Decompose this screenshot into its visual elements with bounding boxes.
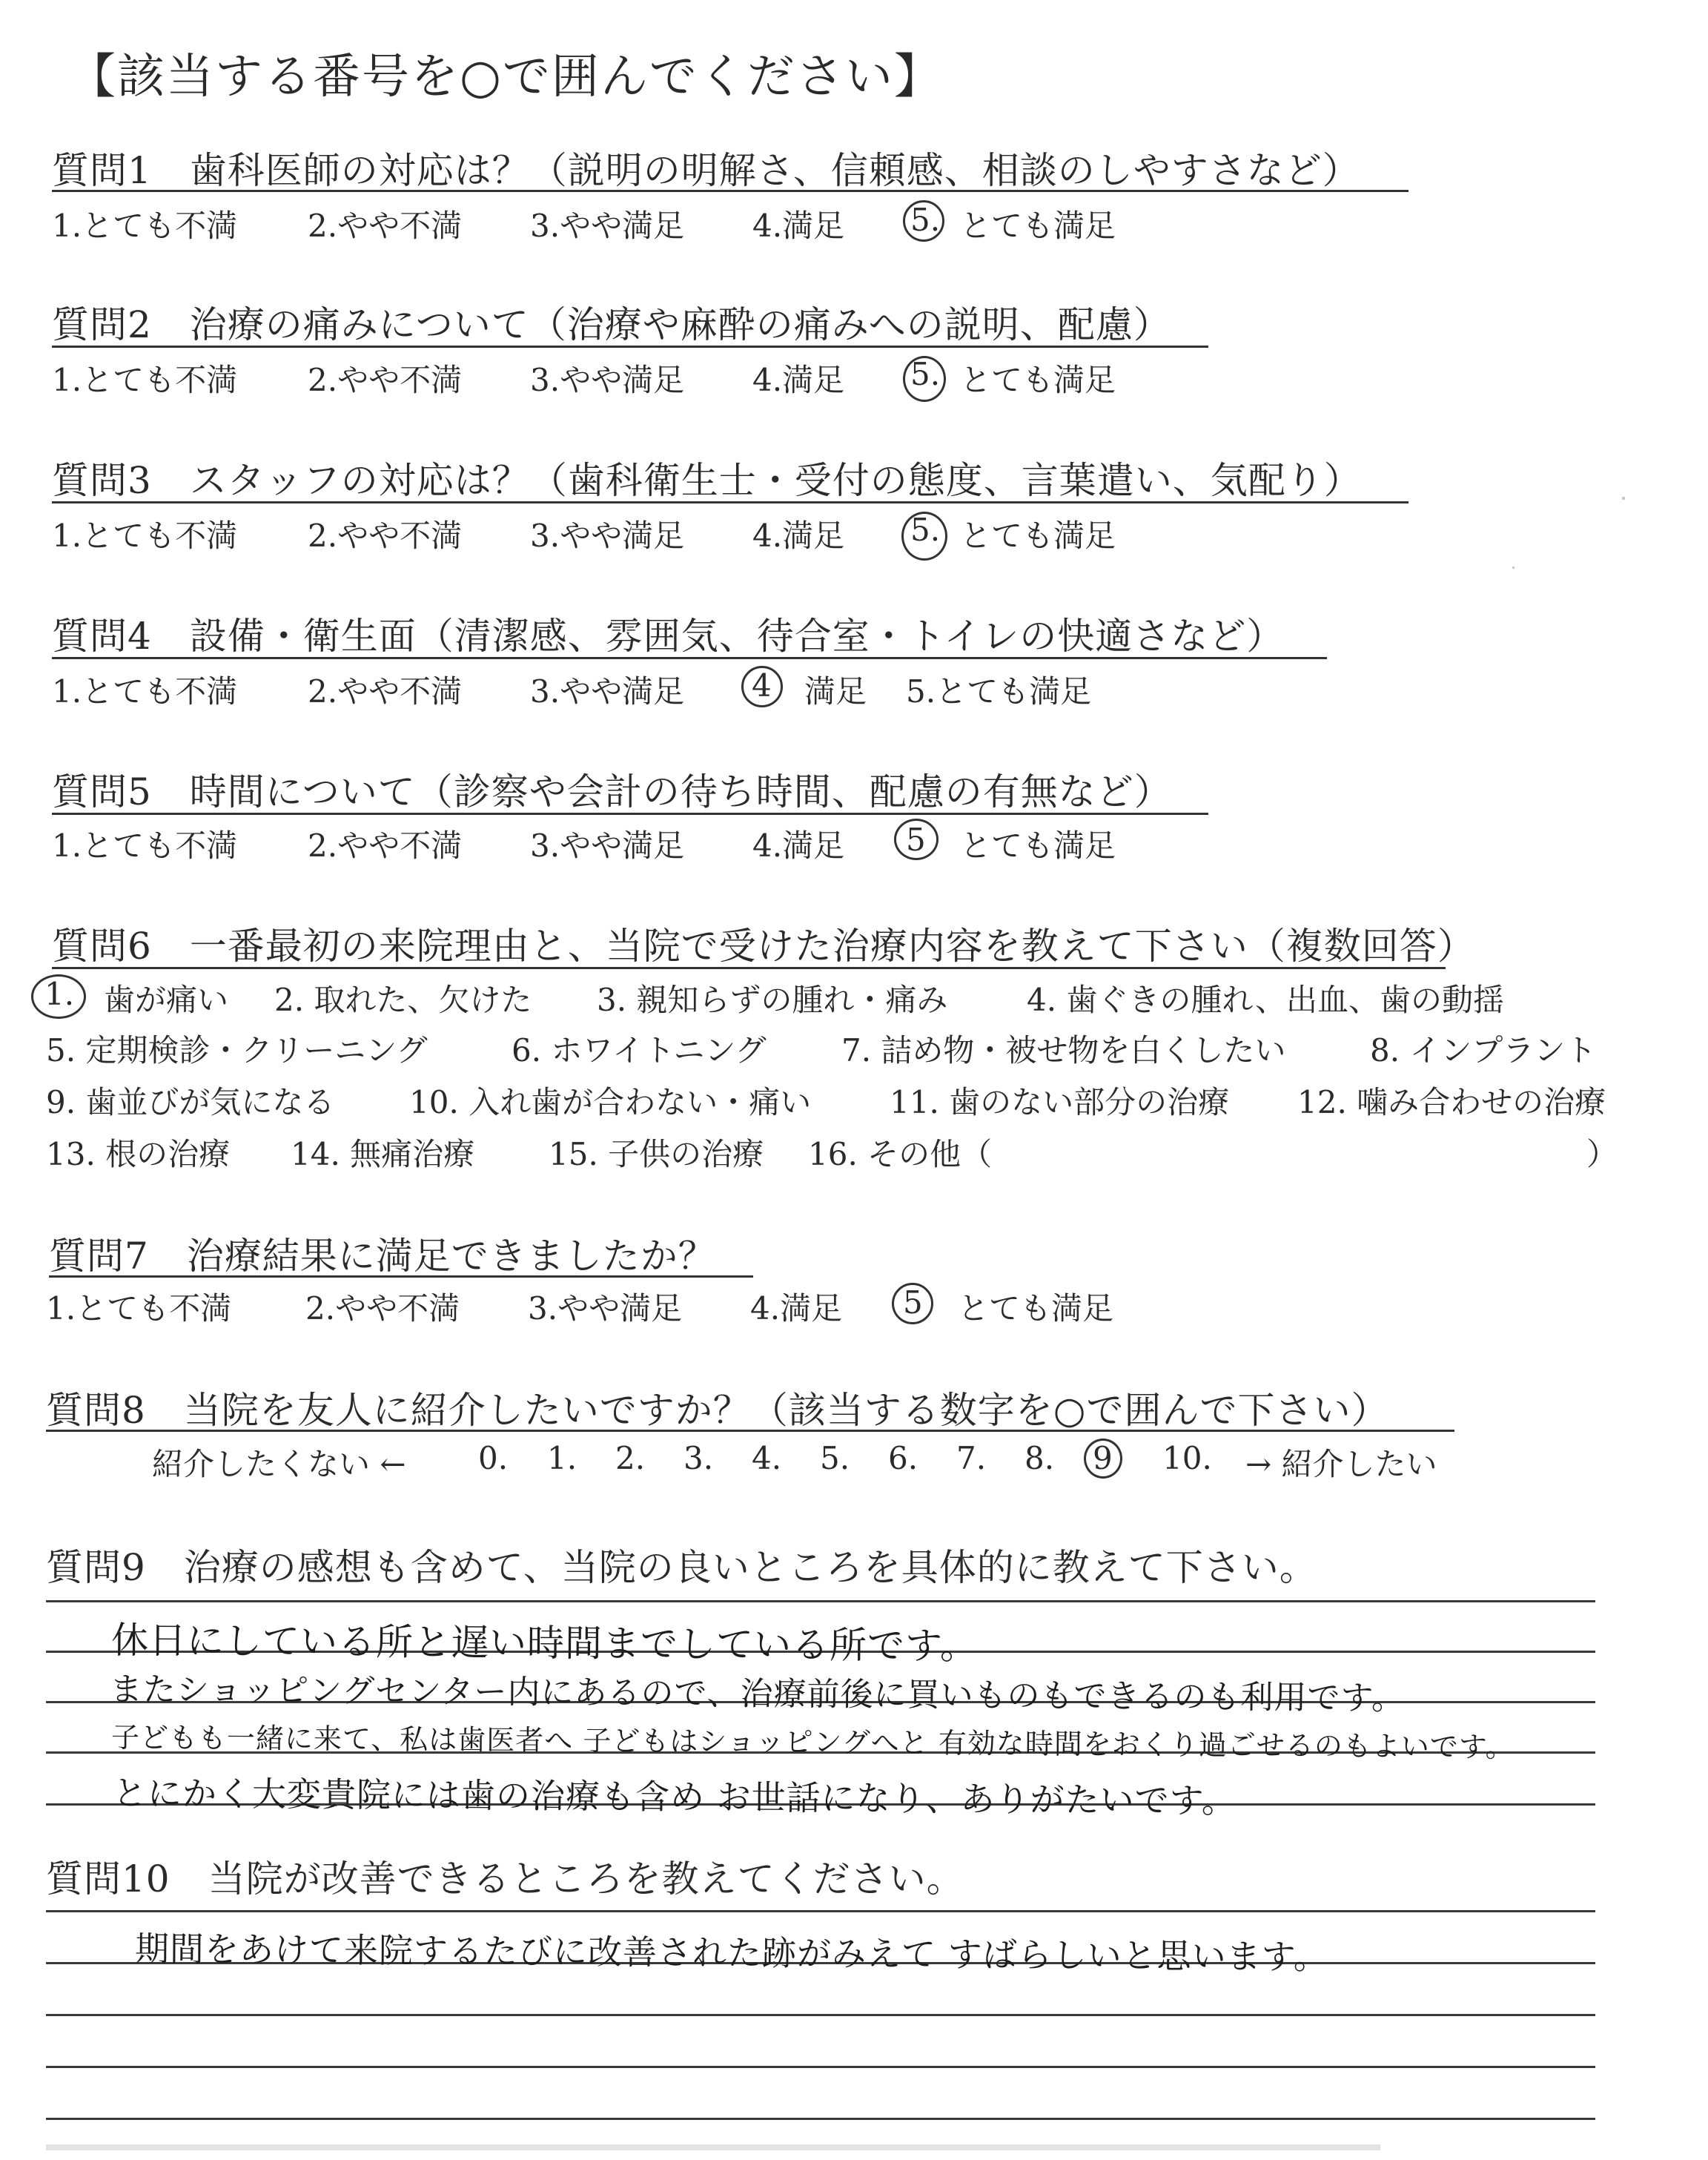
q8-scale-10[interactable]: 10. (1162, 1440, 1212, 1476)
q1-option-5-label: とても満足 (960, 208, 1116, 244)
q3-option-4[interactable]: 4.満足 (752, 518, 845, 554)
q8-selected-circle (1084, 1439, 1122, 1479)
q5-option-5-label: とても満足 (960, 828, 1116, 864)
q10-answer-rule-3 (46, 2066, 1595, 2068)
q4-option-5[interactable]: 5.とても満足 (906, 673, 1092, 710)
q5-rule (52, 813, 1208, 815)
q8-title: 質問8 当院を友人に紹介したいですか？（該当する数字を○で囲んで下さい） (46, 1389, 1389, 1432)
q10-answer-rule-2 (46, 2014, 1595, 2016)
q9-title: 質問9 治療の感想も含めて、当院の良いところを具体的に教えて下さい。 (46, 1546, 1317, 1589)
q6-option-10[interactable]: 10. 入れ歯が合わない・痛い (409, 1084, 812, 1120)
q1-selected-circle (903, 200, 944, 242)
q1-option-4[interactable]: 4.満足 (752, 208, 845, 244)
q6-option-9[interactable]: 9. 歯並びが気になる (46, 1084, 335, 1120)
page-header: 【該当する番号を○で囲んでください】 (68, 50, 943, 105)
q2-option-4[interactable]: 4.満足 (752, 362, 845, 398)
q4-option-1[interactable]: 1.とても不満 (52, 673, 238, 710)
q3-option-5-label: とても満足 (960, 518, 1116, 554)
q9-answer-line-2: またショッピングセンター内にあるので、治療前後に買いものもできるのも利用です。 (109, 1671, 1406, 1718)
q1-title: 質問1 歯科医師の対応は？（説明の明解さ、信頼感、相談のしやすさなど） (52, 149, 1360, 192)
q6-option-11[interactable]: 11. 歯のない部分の治療 (890, 1084, 1230, 1120)
q8-left-label: 紹介したくない ← (152, 1446, 406, 1482)
q4-option-2[interactable]: 2.やや不満 (308, 673, 463, 710)
q6-option-8[interactable]: 8. インプラント (1370, 1032, 1597, 1069)
q10-answer-rule-4 (46, 2118, 1595, 2120)
q7-option-3[interactable]: 3.やや満足 (528, 1290, 683, 1327)
q5-option-2[interactable]: 2.やや不満 (308, 828, 463, 864)
q2-option-1[interactable]: 1.とても不満 (52, 362, 238, 398)
q5-title: 質問5 時間について（診察や会計の待ち時間、配慮の有無など） (52, 770, 1172, 813)
q4-rule (52, 657, 1327, 659)
q9-answer-line-3: 子どもも一緒に来て、私は歯医者へ 子どもはショッピングへと 有効な時間をおくり過ごせるのもよいです。 (110, 1721, 1515, 1764)
q4-selected-circle (741, 666, 783, 707)
q4-option-4-label: 満足 (804, 673, 867, 710)
q6-option-5[interactable]: 5. 定期検診・クリーニング (46, 1032, 428, 1069)
q1-option-1[interactable]: 1.とても不満 (52, 208, 238, 244)
q2-selected-circle (903, 356, 946, 402)
q9-answer-rule-0 (46, 1600, 1595, 1602)
q1-option-3[interactable]: 3.やや満足 (530, 208, 685, 244)
q3-rule (52, 501, 1409, 503)
q6-selected-circle (31, 974, 86, 1019)
q5-option-5[interactable]: 5 (906, 822, 926, 858)
q6-option-6[interactable]: 6. ホワイトニング (512, 1032, 767, 1069)
q8-rule (46, 1430, 1454, 1432)
q2-option-5[interactable]: 5. (910, 356, 941, 392)
q6-other-close-paren: ） (1586, 1136, 1618, 1172)
q3-option-2[interactable]: 2.やや不満 (308, 518, 463, 554)
q8-scale-2[interactable]: 2. (615, 1440, 646, 1476)
q3-title: 質問3 スタッフの対応は？（歯科衛生士・受付の態度、言葉遣い、気配り） (52, 459, 1362, 502)
q7-option-2[interactable]: 2.やや不満 (305, 1290, 460, 1327)
q7-option-5[interactable]: 5 (903, 1284, 923, 1321)
cut-off-footer-text (46, 2144, 1380, 2150)
q8-scale-6[interactable]: 6. (888, 1440, 918, 1476)
q1-option-5[interactable]: 5. (910, 202, 941, 238)
q10-answer-line-1: 期間をあけて来院するたびに改善された跡がみえて すばらしいと思います。 (134, 1929, 1329, 1978)
q3-option-3[interactable]: 3.やや満足 (530, 518, 685, 554)
q9-answer-line-4: とにかく大変貴院には歯の治療も含め お世話になり、ありがたいです。 (112, 1773, 1237, 1821)
q8-scale-7[interactable]: 7. (956, 1440, 987, 1476)
scan-speck (1622, 497, 1625, 500)
q8-scale-9[interactable]: 9 (1093, 1440, 1113, 1476)
q6-option-4[interactable]: 4. 歯ぐきの腫れ、出血、歯の動揺 (1027, 982, 1504, 1018)
q2-option-3[interactable]: 3.やや満足 (530, 362, 685, 398)
q8-scale-1[interactable]: 1. (547, 1440, 577, 1476)
q7-option-4[interactable]: 4.満足 (750, 1290, 843, 1327)
q4-option-3[interactable]: 3.やや満足 (530, 673, 685, 710)
q6-title: 質問6 一番最初の来院理由と、当院で受けた治療内容を教えて下さい（複数回答） (52, 925, 1475, 968)
q10-title: 質問10 当院が改善できるところを教えてください。 (46, 1857, 964, 1900)
q3-selected-circle (901, 512, 947, 561)
q8-scale-3[interactable]: 3. (683, 1440, 714, 1476)
q6-option-13[interactable]: 13. 根の治療 (46, 1136, 231, 1172)
q8-scale-0[interactable]: 0. (478, 1440, 509, 1476)
q4-title: 質問4 設備・衛生面（清潔感、雰囲気、待合室・トイレの快適さなど） (52, 615, 1285, 658)
q7-title: 質問7 治療結果に満足できましたか？ (49, 1235, 716, 1278)
q7-option-1[interactable]: 1.とても不満 (46, 1290, 232, 1327)
q8-right-label: → 紹介したい (1245, 1446, 1437, 1482)
q2-title: 質問2 治療の痛みについて（治療や麻酔の痛みへの説明、配慮） (52, 303, 1171, 346)
q5-option-3[interactable]: 3.やや満足 (530, 828, 685, 864)
q3-option-5[interactable]: 5. (910, 512, 941, 548)
q8-scale-5[interactable]: 5. (820, 1440, 850, 1476)
q6-option-16[interactable]: 16. その他（ (808, 1136, 993, 1172)
q5-option-1[interactable]: 1.とても不満 (52, 828, 238, 864)
q5-selected-circle (894, 819, 939, 860)
q7-option-5-label: とても満足 (958, 1290, 1114, 1327)
q6-option-15[interactable]: 15. 子供の治療 (549, 1136, 764, 1172)
q6-option-14[interactable]: 14. 無痛治療 (291, 1136, 475, 1172)
q6-rule (52, 967, 1446, 969)
q2-rule (52, 346, 1208, 348)
q9-answer-line-1: 休日にしている所と遅い時間までしている所です。 (110, 1619, 979, 1668)
q6-option-1-label: 歯が痛い (104, 982, 229, 1018)
q10-answer-rule-0 (46, 1910, 1595, 1912)
q6-option-12[interactable]: 12. 噛み合わせの治療 (1297, 1084, 1606, 1120)
q6-option-1[interactable]: 1. (44, 976, 75, 1012)
scan-speck (1512, 567, 1515, 569)
q7-rule (49, 1275, 753, 1278)
q3-option-1[interactable]: 1.とても不満 (52, 518, 238, 554)
q6-option-3[interactable]: 3. 親知らずの腫れ・痛み (597, 982, 948, 1018)
q6-option-7[interactable]: 7. 詰め物・被せ物を白くしたい (841, 1032, 1286, 1069)
q6-option-2[interactable]: 2. 取れた、欠けた (274, 982, 532, 1018)
q8-scale-4[interactable]: 4. (752, 1440, 782, 1476)
q8-scale-8[interactable]: 8. (1025, 1440, 1055, 1476)
q2-option-5-label: とても満足 (960, 362, 1116, 398)
q2-option-2[interactable]: 2.やや不満 (308, 362, 463, 398)
q1-rule (52, 190, 1409, 192)
q5-option-4[interactable]: 4.満足 (752, 828, 845, 864)
q7-selected-circle (892, 1283, 933, 1324)
q4-option-4[interactable]: 4 (752, 667, 772, 704)
q1-option-2[interactable]: 2.やや不満 (308, 208, 463, 244)
